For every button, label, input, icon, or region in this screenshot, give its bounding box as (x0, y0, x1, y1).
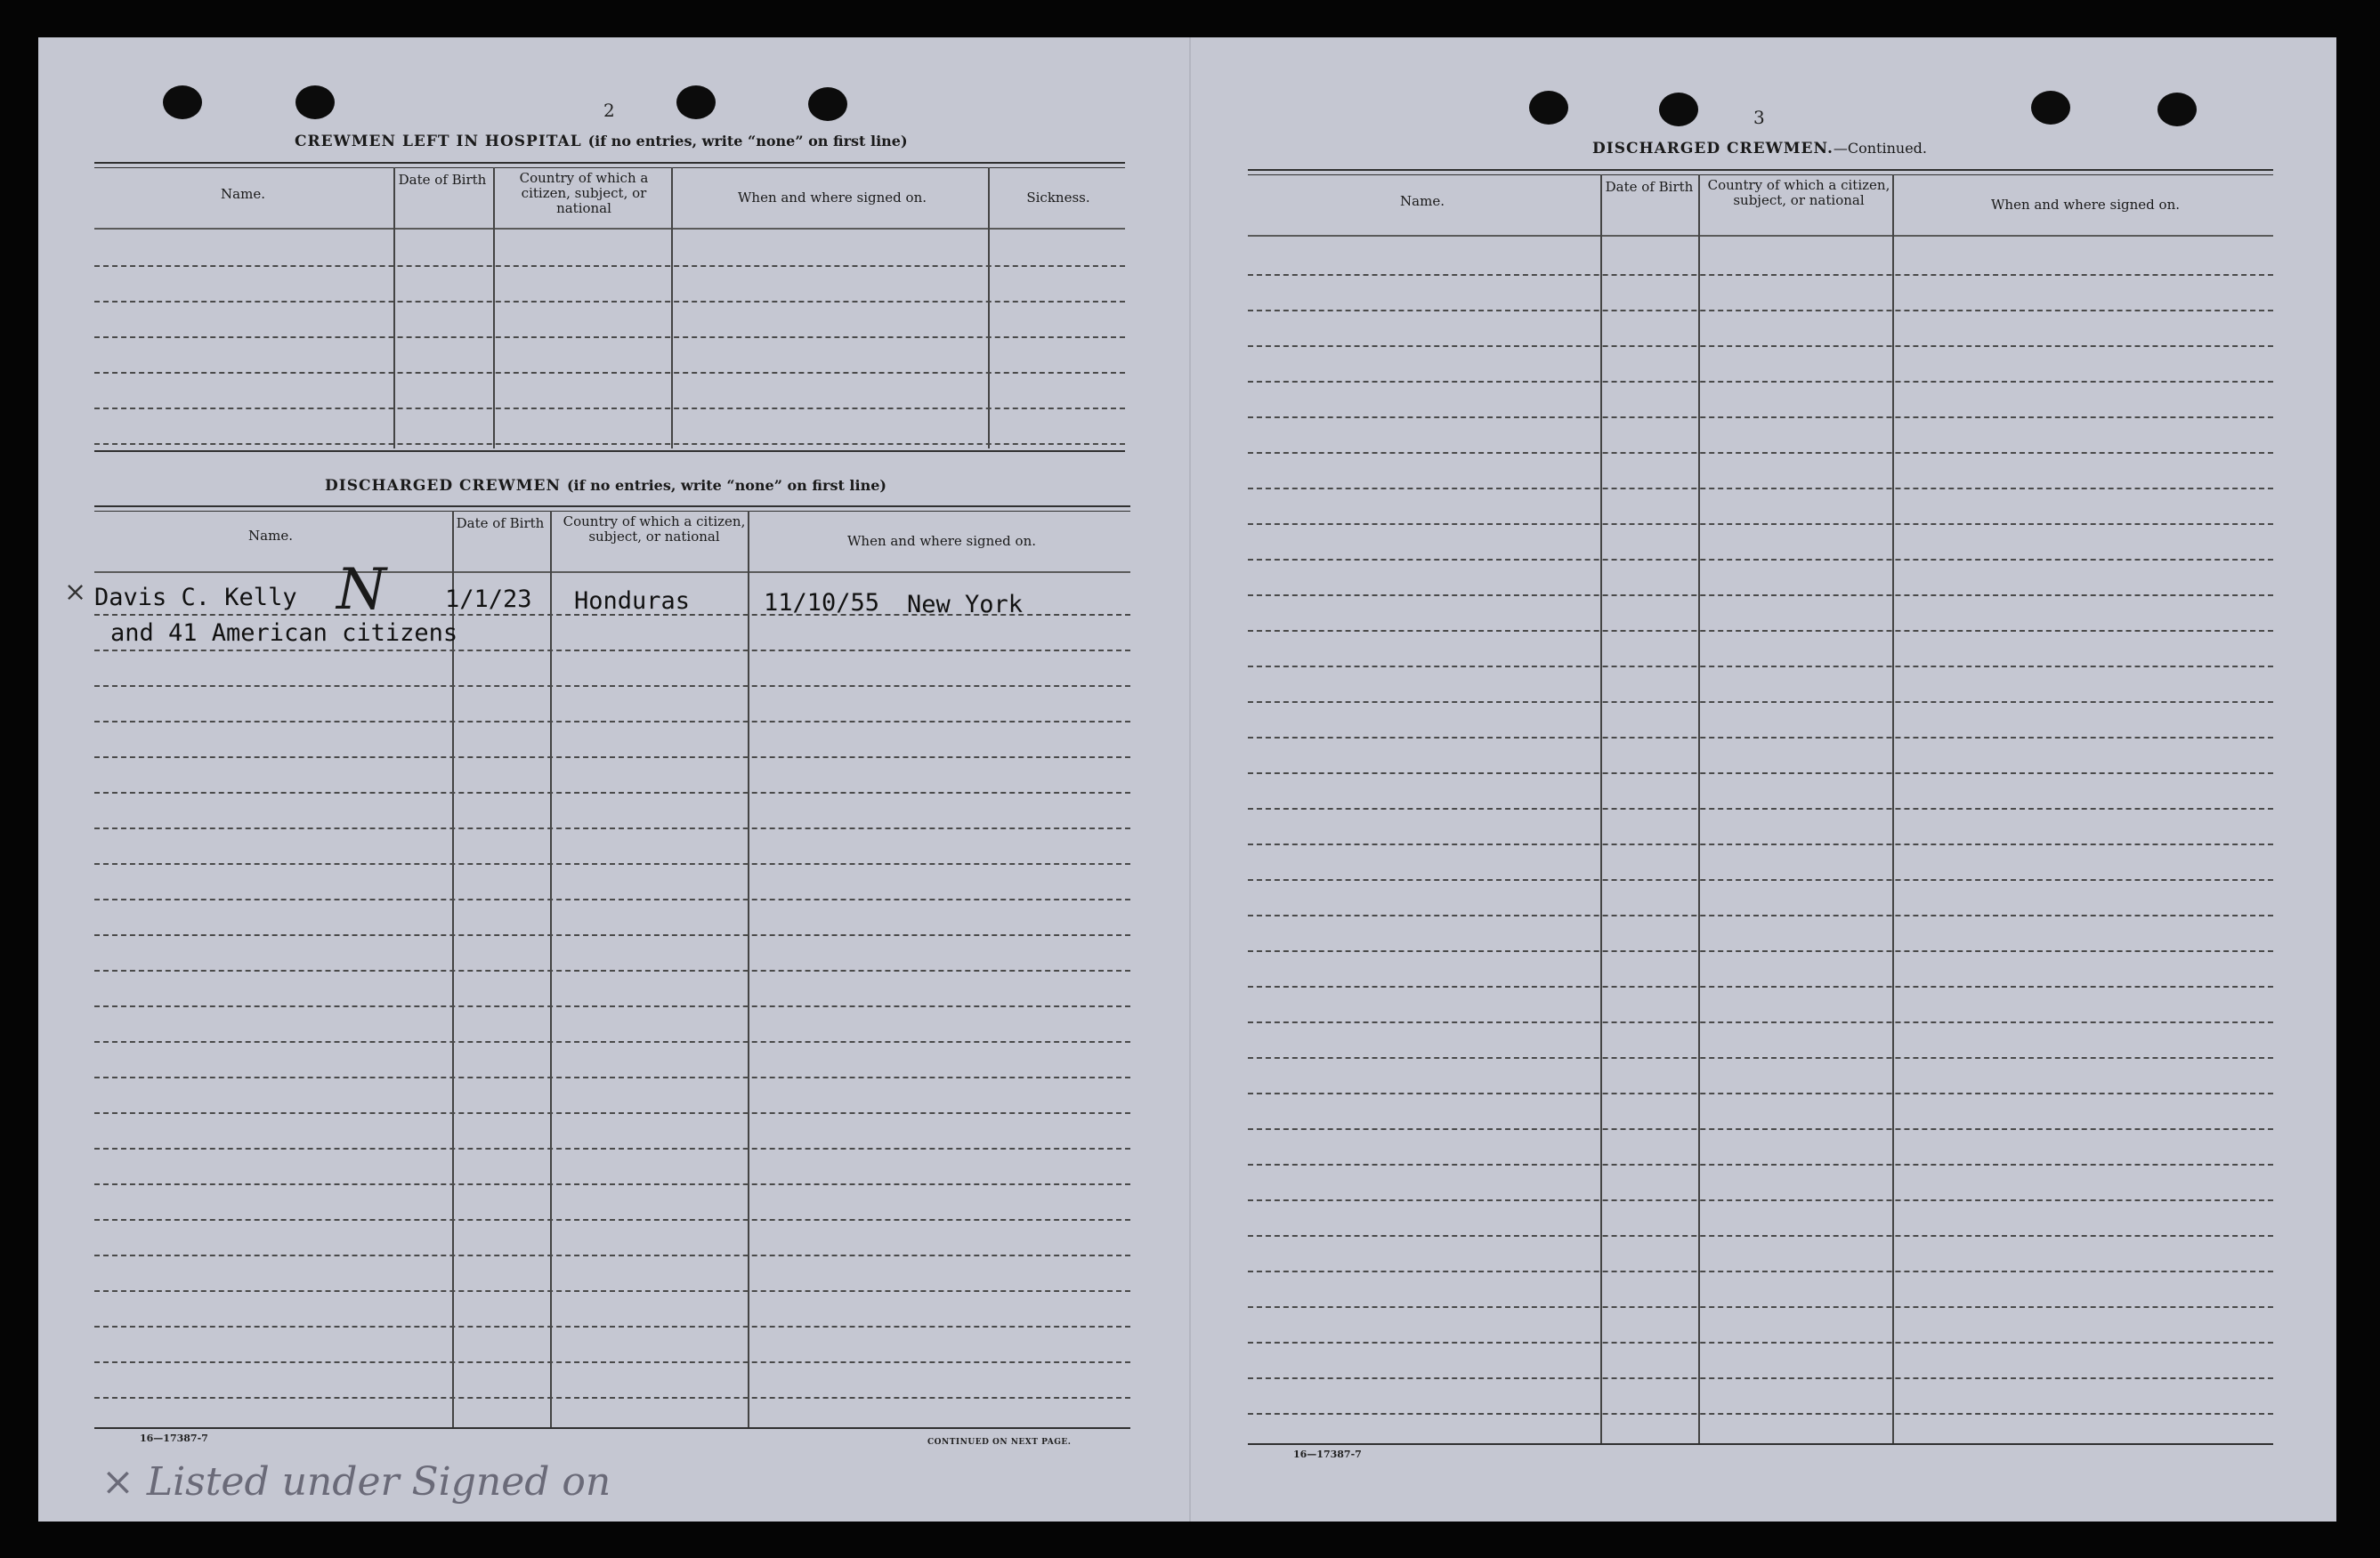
discharged-header-rule (94, 571, 1130, 573)
crew-signed-place: New York (907, 591, 1024, 618)
hospital-section-title (295, 133, 908, 150)
entry-line (1248, 1021, 2273, 1023)
entry-line (94, 863, 1130, 865)
discharged-cont-table (1248, 167, 2273, 1450)
entry-line (1248, 345, 2273, 347)
entry-line (1248, 1413, 2273, 1415)
crew-signed-date: 11/10/55 (764, 589, 880, 617)
discharged-col-signed-on: When and where signed on. (846, 533, 1036, 549)
punch-hole (676, 85, 716, 119)
entry-line (1248, 310, 2273, 311)
hospital-col-name: Name. (221, 186, 265, 202)
punch-hole (1659, 93, 1698, 126)
discharged-title-note: (if no entries, write “none” on first line) (566, 477, 886, 494)
entry-line (1248, 274, 2273, 276)
table-bottom-rule (1248, 1443, 2273, 1445)
entry-line (94, 1112, 1130, 1114)
discharged-cont-header-rule (1248, 235, 2273, 237)
entry-line (94, 443, 1125, 445)
hospital-col-country: Country of which a citizen, subject, or national (519, 170, 649, 216)
hospital-col-signed-on: When and where signed on. (737, 190, 927, 206)
entry-line (94, 685, 1130, 687)
crew-country: Honduras (574, 587, 691, 615)
entry-line (94, 1183, 1130, 1185)
entry-mark: × (64, 577, 87, 608)
entry-line (1248, 630, 2273, 632)
entry-line (1248, 594, 2273, 596)
entry-line (1248, 1271, 2273, 1272)
entry-line (1248, 1306, 2273, 1308)
entry-line (94, 934, 1130, 936)
table-top-rule (1248, 169, 2273, 171)
continued-next-page: CONTINUED ON NEXT PAGE. (927, 1438, 1072, 1447)
crew-initial: N (336, 557, 386, 623)
entry-line (1248, 915, 2273, 916)
entry-line (94, 301, 1125, 303)
table-top-rule-inner (94, 511, 1130, 512)
table-top-rule (94, 505, 1130, 507)
hospital-title-note: (if no entries, write “none” on first line) (587, 133, 908, 149)
entry-line (1248, 559, 2273, 561)
discharged-col-name: Name. (248, 528, 293, 544)
entry-line (94, 1361, 1130, 1363)
entry-line (1248, 523, 2273, 525)
entry-line (94, 1219, 1130, 1221)
column-divider (393, 167, 395, 448)
punch-hole (2031, 91, 2070, 125)
entry-line (1248, 666, 2273, 667)
punch-hole (808, 87, 847, 121)
punch-hole (2157, 93, 2197, 126)
entry-line (94, 408, 1125, 409)
form-number-left: 16—17387-7 (140, 1433, 208, 1444)
page-number-right: 3 (1753, 107, 1765, 128)
punch-hole (1529, 91, 1568, 125)
discharged-col-dob: Date of Birth (456, 515, 545, 531)
entry-line (1248, 1199, 2273, 1201)
crew-name: Davis C. Kelly (94, 584, 297, 611)
page-fold (1189, 37, 1191, 1522)
hospital-title-text: CREWMEN LEFT IN HOSPITAL (295, 133, 582, 150)
entry-line (1248, 879, 2273, 881)
entry-line (94, 1255, 1130, 1256)
table-bottom-rule (94, 1427, 1130, 1429)
discharged-cont-col-dob: Date of Birth (1605, 179, 1694, 195)
entry-line (1248, 950, 2273, 952)
entry-line (1248, 772, 2273, 774)
punch-hole (295, 85, 335, 119)
handwritten-note: × Listed under Signed on (101, 1459, 611, 1505)
entry-line (94, 372, 1125, 374)
column-divider (1892, 174, 1894, 1445)
hospital-table (94, 160, 1125, 454)
hospital-col-dob: Date of Birth (398, 172, 487, 188)
column-divider (1698, 174, 1700, 1445)
entry-line (1248, 1164, 2273, 1166)
entry-line (94, 1397, 1130, 1399)
column-divider (493, 167, 495, 448)
entry-line (1248, 1093, 2273, 1094)
table-top-rule (94, 162, 1125, 164)
table-top-rule-inner (1248, 174, 2273, 175)
entry-line (1248, 488, 2273, 489)
entry-line (94, 1077, 1130, 1078)
hospital-col-sickness: Sickness. (1026, 190, 1090, 206)
crew-summary: and 41 American citizens (110, 619, 458, 647)
discharged-section-title (325, 477, 886, 495)
entry-line (1248, 986, 2273, 988)
entry-line (1248, 452, 2273, 454)
entry-line (1248, 808, 2273, 810)
discharged-cont-title (1592, 140, 1927, 157)
crew-dob: 1/1/23 (445, 585, 532, 613)
entry-line (1248, 1057, 2273, 1059)
entry-line (94, 970, 1130, 972)
entry-line (94, 792, 1130, 794)
column-divider (1600, 174, 1602, 1445)
entry-line (94, 1041, 1130, 1043)
discharged-cont-col-country: Country of which a citizen, subject, or national (1707, 177, 1890, 208)
entry-line (1248, 844, 2273, 845)
entry-line (94, 1290, 1130, 1292)
entry-line (1248, 1377, 2273, 1379)
page-number-left: 2 (603, 100, 615, 121)
entry-line (94, 1005, 1130, 1007)
entry-line (94, 650, 1130, 651)
entry-line (1248, 1128, 2273, 1130)
entry-line (1248, 1342, 2273, 1344)
discharged-cont-continued: —Continued. (1833, 140, 1928, 157)
hospital-header-rule (94, 228, 1125, 230)
discharged-cont-title-text: DISCHARGED CREWMEN. (1592, 140, 1834, 157)
entry-line (1248, 737, 2273, 739)
entry-line (94, 827, 1130, 829)
entry-line (1248, 701, 2273, 703)
entry-line (94, 1148, 1130, 1150)
entry-line (94, 756, 1130, 758)
form-number-right: 16—17387-7 (1293, 1449, 1362, 1460)
punch-hole (163, 85, 202, 119)
entry-line (1248, 1235, 2273, 1237)
table-bottom-rule (94, 450, 1125, 452)
discharged-cont-col-signed-on: When and where signed on. (1990, 197, 2180, 213)
discharged-col-country: Country of which a citizen, subject, or national (563, 513, 746, 545)
discharged-cont-col-name: Name. (1400, 193, 1445, 209)
entry-line (94, 721, 1130, 722)
discharged-title-text: DISCHARGED CREWMEN (325, 477, 562, 495)
column-divider (988, 167, 990, 448)
table-top-rule-inner (94, 167, 1125, 168)
entry-line (1248, 381, 2273, 383)
entry-line (94, 899, 1130, 900)
entry-line (94, 1326, 1130, 1328)
column-divider (671, 167, 673, 448)
entry-line (1248, 416, 2273, 418)
entry-line (94, 336, 1125, 338)
entry-line (94, 265, 1125, 267)
